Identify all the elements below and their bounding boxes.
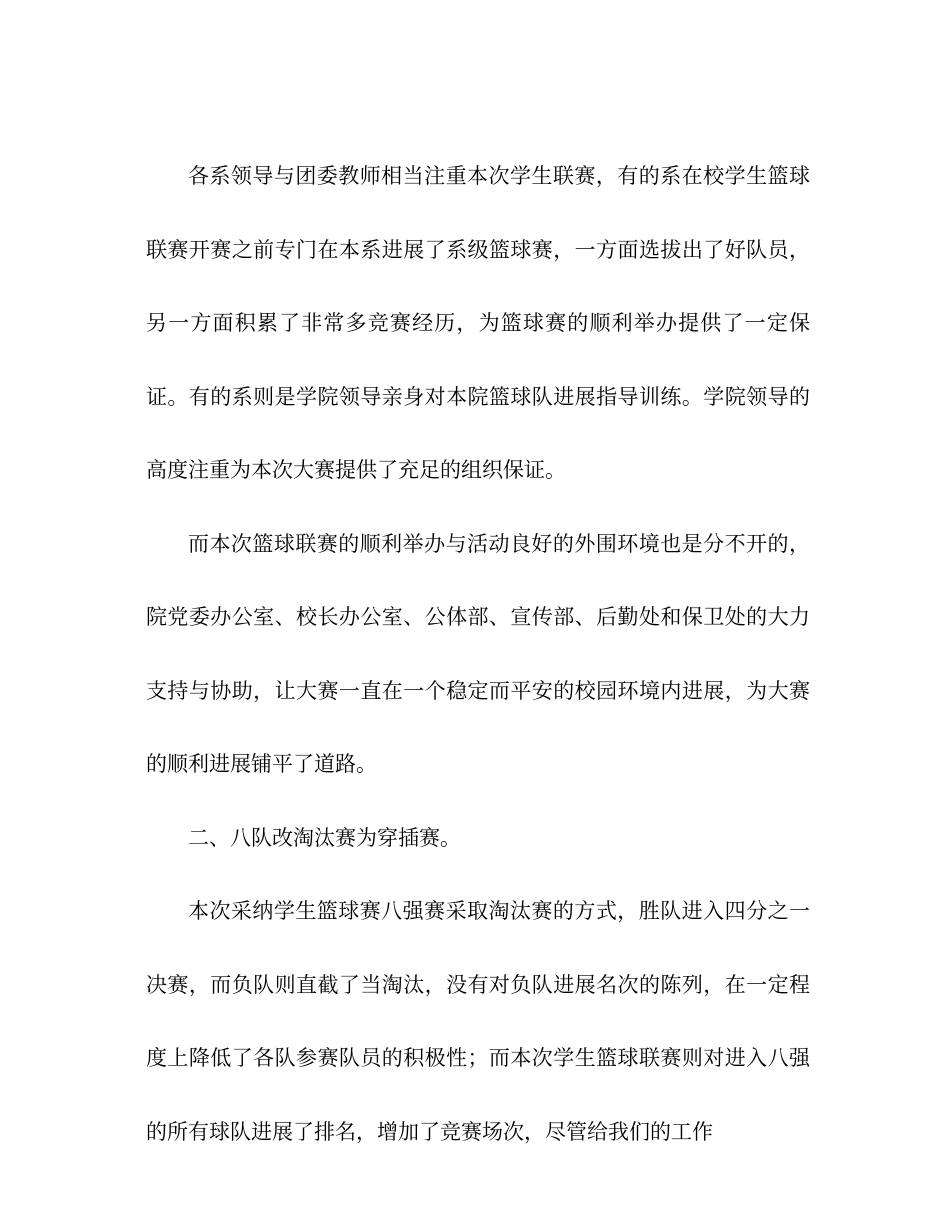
paragraph-organization-support: 各系领导与团委教师相当注重本次学生联赛，有的系在校学生篮球联赛开赛之前专门在本系进展了系级篮球赛，一方面选拔出了好队员，另一方面积累了非常多竞赛经历，为篮球赛的顺利举办提供了一定保证。有的系则是学院领导亲身对本院篮球队进展指导训练。学院领导的高度注重为本次大赛提供了充足的组织保证。 bbox=[146, 164, 810, 482]
section-heading: 二、八队改淘汰赛为穿插赛。 bbox=[188, 825, 461, 850]
paragraph-environment-support: 而本次篮球联赛的顺利举办与活动良好的外围环境也是分不开的，院党委办公室、校长办公室、公体部、宣传部、后勤处和保卫处的大力支持与协助，让大赛一直在一个稳定而平安的校园环境内进展，为大赛的顺利进展铺平了道路。 bbox=[146, 531, 810, 776]
document-body bbox=[146, 140, 810, 1169]
paragraph-ranking-format: 本次采纳学生篮球赛八强赛采取淘汰赛的方式，胜队进入四分之一决赛，而负队则直截了当淘汰，没有对负队进展名次的陈列，在一定程度上降低了各队参赛队员的积极性；而本次学生篮球联赛则对进入八强的所有球队进展了排名，增加了竞赛场次，尽管给我们的工作 bbox=[146, 899, 810, 1144]
